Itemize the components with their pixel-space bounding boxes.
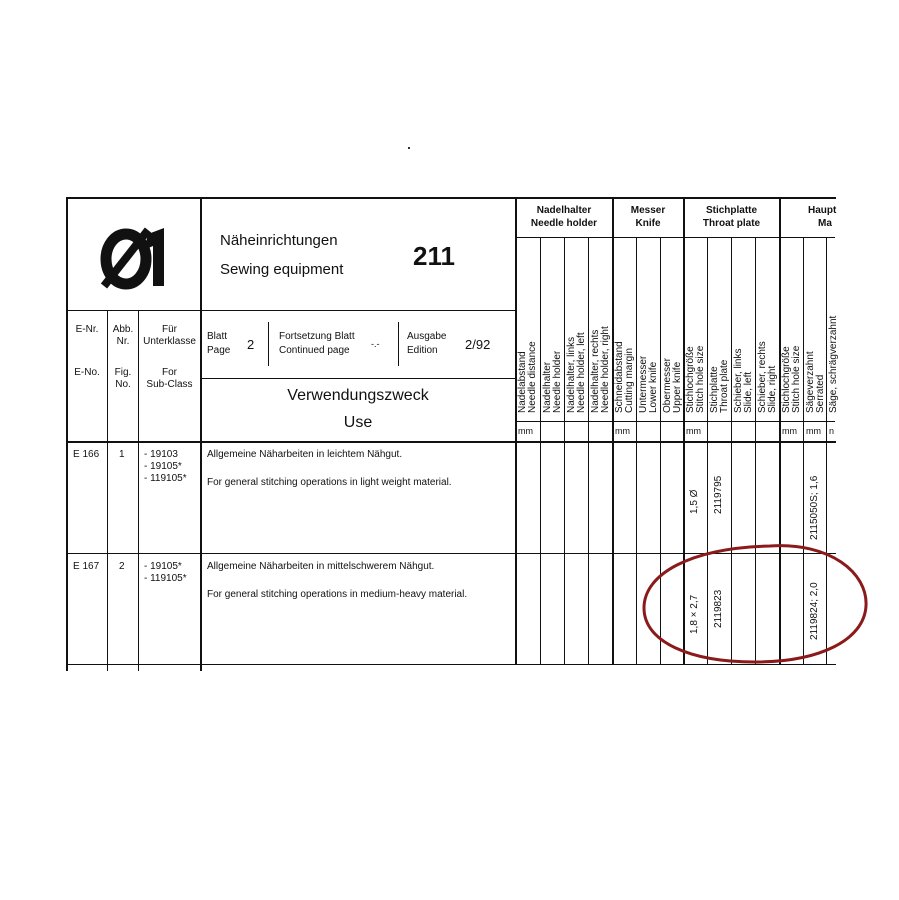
column-header-de-8: Stichlochgröße (685, 346, 696, 413)
row1-enr: E 166 (73, 449, 100, 460)
row1-serrated: 2115050S; 1,6 (809, 475, 820, 540)
row1-fig: 1 (119, 449, 125, 460)
speck (408, 147, 410, 149)
group-throat-plate-de: Stichplatte (705, 205, 758, 216)
row2-enr: E 167 (73, 561, 100, 572)
column-header-en-5: Cutting margin (624, 347, 635, 413)
row1-subclass-1: - 19103 (144, 449, 178, 460)
subclass-header-de-2: Unterklasse (143, 336, 196, 347)
group-main-de: Haupt (808, 205, 837, 216)
column-header-de-10: Schieber, links (733, 348, 744, 413)
column-header-de-12: Stichlochgröße (781, 346, 792, 413)
blatt-label-en: Page (207, 345, 231, 356)
fig-header-de: Abb. (112, 324, 134, 335)
fortsetzung-value: -.- (371, 339, 380, 349)
column-unit-14: n (829, 426, 835, 436)
fortsetzung-label-en: Continued page (279, 345, 350, 356)
column-header-de-7: Obermesser (662, 357, 673, 413)
column-unit-13: mm (806, 426, 821, 436)
ausgabe-label-en: Edition (407, 345, 438, 356)
group-knife-de: Messer (630, 205, 666, 216)
column-header-en-13: Serrated (815, 374, 826, 413)
row1-use-de: Allgemeine Näharbeiten in leichtem Nähgut. (207, 449, 403, 460)
logo (98, 222, 178, 292)
column-unit-5: mm (615, 426, 630, 436)
subclass-header-en: For (162, 367, 177, 378)
fig-header-de-2: Nr. (116, 336, 130, 347)
row1-throat-plate: 2119795 (713, 475, 724, 514)
title-english: Sewing equipment (220, 261, 344, 278)
column-header-de-14: Säge, schrägverzahnt (828, 315, 839, 413)
subclass-header-de: Für (162, 324, 177, 335)
column-header-de-1: Nadelabstand (517, 351, 528, 413)
subclass-header-en-2: Sub-Class (146, 379, 193, 390)
column-header-de-11: Schieber, rechts (757, 341, 768, 413)
column-header-de-2: Nadelhalter (542, 361, 553, 413)
use-header-de: Verwendungszweck (287, 387, 429, 404)
blatt-label-de: Blatt (207, 331, 228, 342)
column-header-en-9: Throat plate (719, 359, 730, 413)
row2-serrated: 2119824; 2,0 (809, 582, 820, 640)
column-header-en-10: Slide, left (743, 371, 754, 413)
enr-header-en: E-No. (74, 367, 100, 378)
group-throat-plate-en: Throat plate (702, 218, 761, 229)
column-unit-8: mm (686, 426, 701, 436)
class-number: 211 (413, 241, 455, 271)
enr-header-de: E-Nr. (75, 324, 99, 335)
column-unit-12: mm (782, 426, 797, 436)
row2-subclass-1: - 19105* (144, 561, 182, 572)
group-main-en: Ma (818, 218, 832, 229)
ausgabe-label-de: Ausgabe (407, 331, 447, 342)
fortsetzung-label-de: Fortsetzung Blatt (279, 331, 355, 342)
column-header-en-11: Slide, right (767, 365, 778, 413)
row1-stitch-hole: 1,5 Ø (689, 489, 700, 514)
group-knife-en: Knife (635, 218, 661, 229)
row2-stitch-hole: 1,8 × 2,7 (689, 594, 700, 634)
row2-fig: 2 (119, 561, 125, 572)
group-needle-holder-en: Needle holder (530, 218, 598, 229)
fig-header-en: Fig. (114, 367, 132, 378)
highlight-circle-annotation (630, 538, 880, 668)
column-header-de-9: Stichplatte (709, 366, 720, 413)
column-header-en-2: Needle holder (552, 350, 563, 413)
row1-use-en: For general stitching operations in light weight material. (207, 477, 452, 488)
fig-header-en-2: No. (115, 379, 131, 390)
group-needle-holder-de: Nadelhalter (536, 205, 592, 216)
column-header-de-13: Sägeverzahnt (805, 351, 816, 413)
ausgabe-value: 2/92 (465, 337, 491, 352)
column-header-en-7: Upper knife (672, 361, 683, 413)
title-german: Näheinrichtungen (220, 232, 338, 249)
row1-subclass-3: - 119105* (144, 473, 187, 484)
row2-use-de: Allgemeine Näharbeiten in mittelschwerem Nähgut. (207, 561, 435, 572)
column-header-en-12: Stitch hole size (791, 345, 802, 413)
row2-use-en: For general stitching operations in medium-heavy material. (207, 589, 468, 600)
column-header-en-8: Stitch hole size (695, 345, 706, 413)
column-header-en-6: Lower knife (648, 361, 659, 413)
column-unit-1: mm (518, 426, 533, 436)
row2-subclass-2: - 119105* (144, 573, 187, 584)
column-header-de-3: Nadelhalter, links (566, 336, 577, 413)
column-header-en-1: Needle distance (527, 341, 538, 413)
column-header-de-4: Nadelhalter, rechts (590, 329, 601, 413)
blatt-value: 2 (247, 337, 255, 352)
column-header-de-5: Schneidabstand (614, 341, 625, 413)
row1-subclass-2: - 19105* (144, 461, 182, 472)
column-header-de-6: Untermesser (638, 355, 649, 413)
use-header-en: Use (343, 414, 373, 431)
column-header-en-3: Needle holder, left (576, 332, 587, 413)
row2-throat-plate: 2119823 (713, 589, 724, 628)
company-logo-icon (98, 222, 178, 292)
column-header-en-4: Needle holder, right (600, 326, 611, 413)
